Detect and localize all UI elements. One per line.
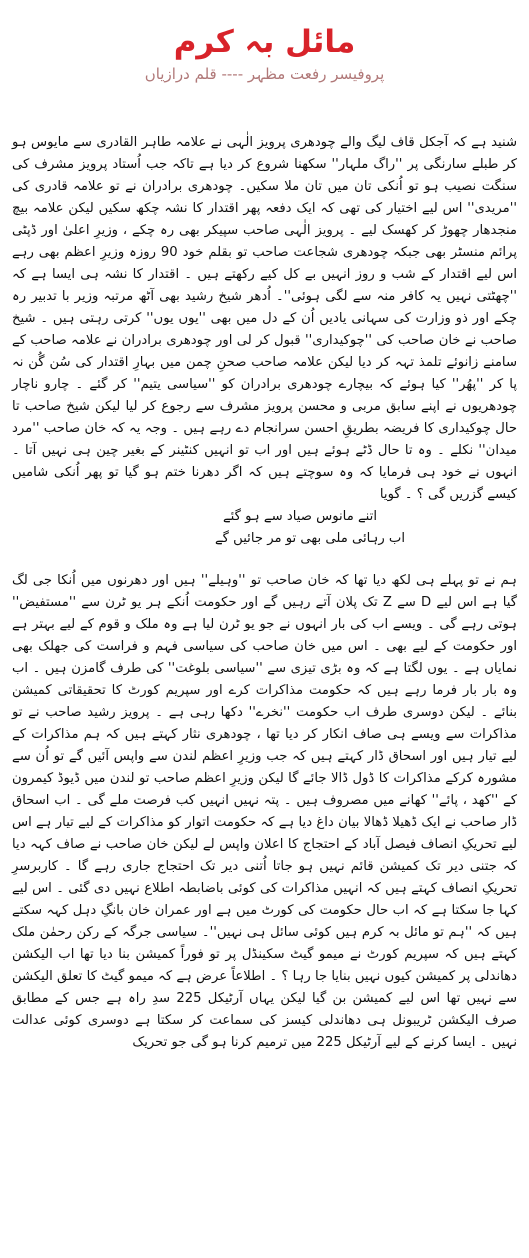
poetry-verse <box>12 506 517 550</box>
article-paragraph: ہم نے تو پہلے ہی لکھ دیا تھا کہ خان صاحب تو ''وہیلے'' ہیں اور دھرنوں میں اُنکا جی لگ گیا ہے اس لیے D سے Z تک پلان آتے رہیں گے اور حکومت اُنکے ہر یو ٹرن سے ''مستفیض'' ہوتی رہے گی ۔ ویسے اب کی بار انہوں نے جو یو ٹرن لیا ہے وہ ملک و قوم کے لیے بہتر ہے اور حکومت کے لیے بھی ۔ اس میں خان صاحب کی سیاسی فہم و فراست کی جھلک بھی نمایاں ہے ۔ یوں لگتا ہے کہ وہ بڑی تیزی سے ''سیاسی بلوغت'' کی طرف گامزن ہیں ۔ اب وہ بار بار فرما رہے ہیں کہ حکومت مذاکرات کرے اور سپریم کورٹ کا تحقیقاتی کمیشن بنائے ۔ لیکن دوسری طرف اب حکومت ''نخرے'' دکھا رہی ہے ۔ پرویز رشید صاحب نے تو مذاکرات سے ویسے ہی صاف انکار کر دیا تھا ، چودھری نثار کہتے ہیں کہ ہم مذاکرات کے لیے تیار ہیں اور اسحاق ڈار کہتے ہیں کہ جب وزیرِ اعظم لندن سے واپس آئیں گے تو اُن سے مشورہ کرکے مذاکرات کا ڈول ڈالا جائے گا لیکن وزیرِ اعظم صاحب تو لندن میں ڈیوڈ کیمرون کے ''کھد ، پائے'' کھانے میں مصروف ہیں ۔ پتہ نہیں انہیں کب فرصت ملے گی ۔ اب اسحاق ڈار صاحب نے ایک ڈھیلا ڈھالا بیان داغ دیا ہے کہ حکومت اتوار کو مذاکرات کے لیے تیار ہے اس لیے تحریکِ انصاف فیصل آباد کے احتجاج کا اعلان واپس لے لیکن خان صاحب نے صاف کہہ دیا کہ جتنی دیر تک کمیشن قائم نہیں ہو جاتا اُتنی دیر تک احتجاج جاری رہے گا ۔ کاربرسرِ تحریکِ انصاف کہتے ہیں کہ انہیں مذاکرات کی کوئی باضابطہ اطلاع نہیں دی گئی ۔ اس لیے کہا جا سکتا ہے کہ اب حال حکومت کی کورٹ میں ہے اور عمران خان بانگِ دہل کہہ سکتے ہیں کہ ''ہم تو مائل بہ کرم ہیں کوئی سائل ہی نہیں''۔ سیاسی جرگہ کے رکن رحمٰن ملک کہتے ہیں کہ سپریم کورٹ نے میمو گیٹ سکینڈل پر تو فوراً کمیشن بنا دیا تھا اب الیکشن دھاندلی پر کمیشن کیوں نہیں بنایا جا رہا ؟ ۔ اطلاعاً عرض ہے کہ میمو گیٹ کا تعلق الیکشن سے نہیں تھا اس لیے کمیشن بن گیا لیکن یہاں آرٹیکل 225 سدِ راہ ہے جس کے مطابق صرف الیکشن ٹریبونل ہی دھاندلی کیسز کی سماعت کر سکتا ہے دوسری کوئی عدالت نہیں ۔ ایسا کرنے کے لیے آرٹیکل 225 میں ترمیم کرنا ہو گی جو تحریک <box>12 573 517 1050</box>
article-title: مائل بہ کرم <box>173 24 356 60</box>
verse-line: اب رہائی ملی بھی تو مر جائیں گے <box>214 531 405 546</box>
article-body <box>12 132 517 1054</box>
paragraph-gap <box>12 550 517 570</box>
verse-line: اتنے مانوس صیاد سے ہو گئے <box>222 509 377 524</box>
article-paragraph: شنید ہے کہ آجکل قاف لیگ والے چودھری پرویز الٰہی نے علامہ طاہر القادری سے مایوس ہو کر طبلے سارنگی پر ''راگ ملہار'' سکھنا شروع کر دیا ہے تاکہ جب اُستاد پرویز مشرف کی سنگت نصیب ہو تو اُنکی تان میں تان ملا سکیں۔ چودھری برادران نے تو علامہ قادری کی ''مریدی'' اس لیے اختیار کی تھی کہ ایک دفعہ پھر اقتدار کا نشہ چکھ سکیں لیکن علامہ بیچ منجدھار چھوڑ کر کھسک لیے ۔ پرویز الٰہی صاحب سپیکر بھی رہ چکے ، وزیرِ اعلیٰ اور ڈپٹی پرائم منسٹر بھی جبکہ چودھری شجاعت صاحب تو بقلم خود 90 روزہ وزیرِ اعظم بھی رہے اس لیے اقتدار کے شب و روز انہیں بے کل کیے رکھتے ہیں ۔ اقتدار کا نشہ ہی ایسا ہے کہ ''چھٹتی نہیں یہ کافر منہ سے لگی ہوئی''۔ اُدھر شیخ رشید بھی آٹھ مرتبہ وزیر با تدبیر رہ چکے اور ذو وزارت کی سہانی یادیں اُن کے دل میں بھی ''یوں یوں'' کرتی رہتی ہیں ۔ شیخ صاحب نے خان صاحب کی ''چوکیداری'' قبول کر لی اور چودھری برادران نے علامہ صاحب کے سامنے زانوئے تلمذ تہہ کر دیا لیکن علامہ صاحب صحنِ چمن میں بہارِ اقتدار کی سُن گُن نہ پا کر ''پھُر'' کیا ہوئے کہ بیچارے چودھری برادران کو ''سیاسی یتیم'' کر گئے ۔ چارو ناچار چودھریوں نے اپنے سابق مربی و محسن پرویز مشرف سے رجوع کر لیا لیکن شیخ صاحب تا حال چوکیداری کا فریضہ بطریقِ احسن سرانجام دے رہے ہیں ۔ وجہ یہ کہ خان صاحب ''مرد میدان'' نکلے ۔ وہ تا حال ڈٹے ہوئے ہیں اور اب تو انہیں کنٹینر کے بغیر چین ہی نہیں آتا ۔ انہوں نے خود ہی فرمایا کہ وہ سوچتے ہیں کہ اگر دھرنا ختم ہو گیا تو پھر اُنکی شامیں کیسے گزریں گی ؟ ۔ گویا <box>12 135 517 502</box>
author-byline: پروفیسر رفعت مظہر ---- قلم درازیاں <box>144 65 385 83</box>
